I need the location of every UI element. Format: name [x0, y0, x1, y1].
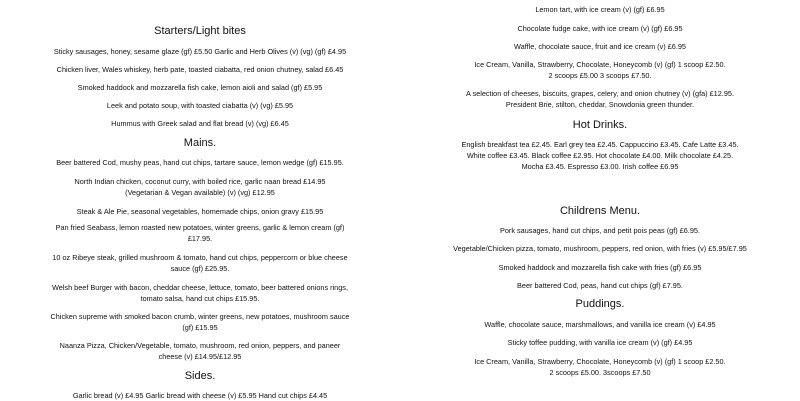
sides-heading: Sides.: [184, 370, 216, 382]
menu-item: Hummus with Greek salad and flat bread (v) (vg) £6.45: [111, 119, 289, 128]
menu-item: Beer battered Cod, peas, hand cut chips (gf) £7.95.: [517, 281, 683, 290]
menu-item: 10 oz Ribeye steak, grilled mushroom & tomato, hand cut chips, peppercorn or blue cheese sauce (gf) £25.95.: [52, 253, 348, 273]
menu-item: North Indian chicken, coconut curry, with boiled rice, garlic naan bread £14.95 (Vegetarian & Vegan available) (v) (vg) £12.95: [74, 177, 326, 197]
puddings-heading: Puddings.: [575, 298, 625, 310]
hot-drinks-heading: Hot Drinks.: [572, 119, 628, 131]
menu-item: Smoked haddock and mozzarella fish cake, lemon aioli and salad (gf) £5.95: [77, 83, 323, 92]
menu-item: Ice Cream, Vanilla, Strawberry, Chocolate, Honeycomb (v) (gf) 1 scoop £2.50. 2 scoops £5.00 3 scoops £7.50.: [474, 60, 726, 80]
mains-heading: Mains.: [183, 137, 217, 149]
menu-item: Garlic bread (v) £4.95 Garlic bread with cheese (v) £5.95 Hand cut chips £4.45: [72, 391, 328, 400]
menu-item: Chicken supreme with smoked bacon crumb, winter greens, new potatoes, mushroom sauce (gf) £15.95: [50, 312, 350, 332]
menu-item: Waffle, chocolate sauce, fruit and ice cream (v) £6.95: [514, 42, 686, 51]
menu-item: Leek and potato soup, with toasted ciabatta (v) (vg) £5.95: [106, 101, 294, 110]
menu-item: Steak & Ale Pie, seasonal vegetables, homemade chips, onion gravy £15.95: [76, 207, 324, 216]
menu-item: Vegetable/Chicken pizza, tomato, mushroom, peppers, red onion, with fries (v) £5.95/£7.95: [453, 244, 747, 253]
menu-item: Welsh beef Burger with bacon, cheddar cheese, lettuce, tomato, beer battered onions rings, tomato salsa, hand cut chips £15.95.: [52, 283, 348, 303]
menu-item: A selection of cheeses, biscuits, grapes, celery, and onion chutney (v) (gfa) £12.95. President Brie, stilton, cheddar, Snowdonia green thunder.: [466, 89, 734, 109]
left-column: [0, 0, 400, 400]
menu-item: Smoked haddock and mozzarella fish cake with fries (gf) £6.95: [498, 263, 702, 272]
menu-item: Pork sausages, hand cut chips, and petit pois peas (gf) £6.95.: [500, 226, 700, 235]
menu-item: English breakfast tea £2.45. Earl grey tea £2.45. Cappuccino £3.45. Cafe Latte £3.45. White coffee £3.45. Black coffee £2.95. Hot chocolate £4.00. Milk chocolate £4.25. Mocha £3.45. Espresso £3.00. Irish coffee £6.95: [461, 140, 739, 171]
right-column: [400, 0, 800, 400]
menu-item: Sticky toffee pudding, with vanilla ice cream (v) (gf) £4.95: [507, 338, 693, 347]
menu-item: Waffle, chocolate sauce, marshmallows, and vanilla ice cream (v) £4.95: [484, 320, 716, 329]
menu-item: Sticky sausages, honey, sesame glaze (gf) £5.50 Garlic and Herb Olives (v) (vg) (gf) £4.95: [53, 47, 347, 56]
childrens-menu-heading: Childrens Menu.: [559, 205, 641, 217]
menu-item: Lemon tart, with ice cream (v) (gf) £6.95: [535, 5, 665, 14]
menu-item: Pan fried Seabass, lemon roasted new potatoes, winter greens, garlic & lemon cream (gf) £17.95.: [55, 223, 345, 243]
menu-item: Naanza Pizza, Chicken/Vegetable, tomato, mushroom, red onion, peppers, and paneer cheese (v) £14.95/£12.95: [59, 341, 341, 361]
starters-heading: Starters/Light bites: [154, 25, 246, 37]
menu-item: Beer battered Cod, mushy peas, hand cut chips, tartare sauce, lemon wedge (gf) £15.95.: [56, 158, 344, 167]
menu-item: Chocolate fudge cake, with ice cream (v) (gf) £6.95: [517, 24, 683, 33]
menu-item: Ice Cream, Vanilla, Strawberry, Chocolate, Honeycomb (v) (gf) 1 scoop £2.50. 2 scoops £5.00. 3scoops £7.50: [474, 357, 726, 377]
menu-item: Chicken liver, Wales whiskey, herb pate, toasted ciabatta, red onion chutney, salad £6.45: [56, 65, 344, 74]
